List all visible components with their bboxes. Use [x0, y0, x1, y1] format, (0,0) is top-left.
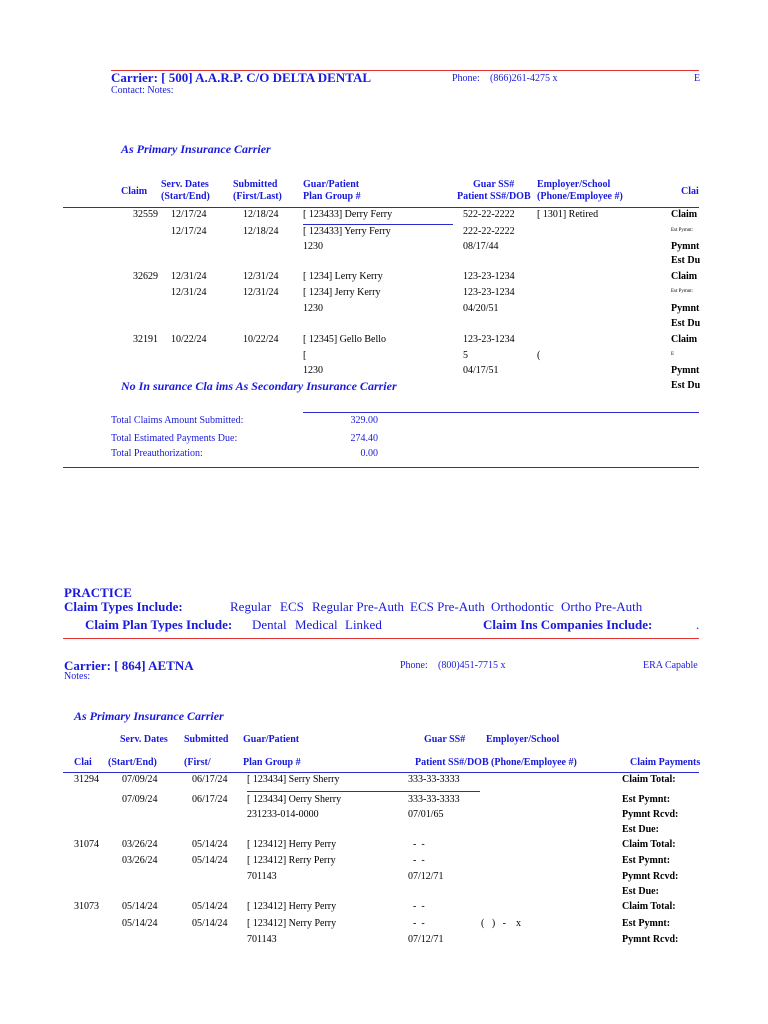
patient: [ 123433] Yerry Ferry — [303, 226, 391, 237]
guar-underline — [303, 224, 453, 225]
totals-rule — [303, 412, 699, 413]
claim-type-orthodontic: Orthodontic — [491, 599, 554, 614]
patient-dob: 07/12/71 — [408, 871, 444, 882]
serv-date: 03/26/24 — [122, 839, 158, 850]
guarantor: [ 123412] Herry Perry — [247, 901, 337, 912]
label-est-pymnt: Est Pymnt: — [671, 289, 694, 294]
label-est-pymnt: Est Pymnt: — [671, 228, 694, 233]
submitted-date: 12/18/24 — [243, 209, 279, 220]
primary-section-title: As Primary Insurance Carrier — [121, 142, 271, 156]
employer: [ 1301] Retired — [537, 209, 599, 220]
header-plan-group: Plan Group # — [303, 191, 361, 202]
plan-group: 1230 — [303, 241, 323, 252]
header-patient-ss-dob: Patient SS#/DOB — [457, 191, 531, 202]
header-patient-ss-dob: Patient SS#/DOB — [415, 757, 489, 768]
serv-date: 12/17/24 — [171, 226, 207, 237]
label-pymnt-rcvd: Pymnt Rcvd: — [622, 934, 679, 945]
header-guar-patient: Guar/Patient — [303, 179, 360, 190]
carrier-title: Carrier: [ 864] AETNA — [64, 658, 194, 673]
claim-number: 32629 — [133, 271, 158, 282]
label-est-pymnt: Est Pymnt: — [622, 855, 671, 866]
employer-phone: ( ) - x — [481, 918, 521, 929]
patient-ss: - - — [408, 918, 425, 929]
patient: [ 123434] Oerry Sherry — [247, 794, 342, 805]
header-start-end: (Start/End) — [108, 757, 157, 768]
patient-dob: 07/01/65 — [408, 809, 444, 820]
header-rule — [63, 772, 699, 773]
label-claim-total: Claim Total: — [622, 774, 676, 785]
label-claim-total: Claim — [671, 271, 698, 282]
total-est-payments-label: Total Estimated Payments Due: — [111, 433, 238, 444]
header-first-last: (First/ — [184, 757, 211, 768]
practice-title: PRACTICE — [64, 585, 132, 600]
guarantor: [ 1234] Lerry Kerry — [303, 271, 383, 282]
submitted-date: 10/22/24 — [243, 334, 279, 345]
employer: ( — [537, 350, 541, 361]
claim-number: 31073 — [74, 901, 99, 912]
total-preauth-label: Total Preauthorization: — [111, 448, 203, 459]
plan-type-linked: Linked — [345, 617, 382, 632]
plan-type-dental: Dental — [252, 617, 287, 632]
label-claim-total: Claim — [671, 209, 698, 220]
serv-date: 10/22/24 — [171, 334, 207, 345]
header-employer-school: Employer/School — [486, 734, 560, 745]
label-est-pymnt: Est Pymnt: — [622, 918, 671, 929]
label-pymnt-rcvd: Pymnt — [671, 303, 700, 314]
serv-date: 03/26/24 — [122, 855, 158, 866]
serv-date: 07/09/24 — [122, 794, 158, 805]
label-claim-total: Claim Total: — [622, 839, 676, 850]
patient-ss: - - — [408, 855, 425, 866]
patient-dob: 07/12/71 — [408, 934, 444, 945]
patient: [ 123412] Rerry Perry — [247, 855, 336, 866]
plan-types-label: Claim Plan Types Include: — [85, 617, 233, 632]
carrier-title: Carrier: [ 500] A.A.R.P. C/O DELTA DENTAL — [111, 70, 371, 85]
carrier-phone: (800)451-7715 x — [438, 660, 506, 671]
red-rule-practice — [63, 638, 699, 639]
header-rule — [63, 207, 699, 208]
total-preauth-value: 0.00 — [360, 448, 378, 459]
guar-ss: - - — [408, 901, 425, 912]
patient-dob: 04/20/51 — [463, 303, 499, 314]
submitted-date: 05/14/24 — [192, 855, 228, 866]
claim-type-regular-preauth: Regular Pre-Auth — [312, 599, 405, 614]
claim-number: 31294 — [74, 774, 99, 785]
label-pymnt-rcvd: Pymnt — [671, 241, 700, 252]
submitted-date: 05/14/24 — [192, 901, 228, 912]
claim-types-label: Claim Types Include: — [64, 599, 183, 614]
label-est-due: Est Due: — [622, 824, 659, 835]
plan-group: 1230 — [303, 303, 323, 314]
plan-type-medical: Medical — [295, 617, 338, 632]
serv-date: 07/09/24 — [122, 774, 158, 785]
patient-dob: 08/17/44 — [463, 241, 499, 252]
submitted-date: 06/17/24 — [192, 794, 228, 805]
submitted-date: 05/14/24 — [192, 918, 228, 929]
header-claim: Claim — [121, 186, 148, 197]
carrier-notes: Notes: — [64, 671, 91, 682]
claim-type-ecs: ECS — [280, 599, 304, 614]
total-claims-label: Total Claims Amount Submitted: — [111, 415, 244, 426]
guar-ss: - - — [408, 839, 425, 850]
submitted-date: 12/18/24 — [243, 226, 279, 237]
header-guar-patient: Guar/Patient — [243, 734, 300, 745]
patient-ss: 5 — [463, 350, 468, 361]
claim-type-ecs-preauth: ECS Pre-Auth — [410, 599, 485, 614]
serv-date: 12/17/24 — [171, 209, 207, 220]
submitted-date: 05/14/24 — [192, 839, 228, 850]
guar-ss: 123-23-1234 — [463, 334, 515, 345]
secondary-section-title: No In surance Cla ims As Secondary Insurance Carrier — [121, 379, 397, 393]
header-submitted: Submitted — [184, 734, 229, 745]
section-end-rule — [63, 467, 699, 468]
claim-number: 31074 — [74, 839, 99, 850]
serv-date: 12/31/24 — [171, 287, 207, 298]
guarantor: [ 12345] Gello Bello — [303, 334, 387, 345]
label-claim-total: Claim — [671, 334, 698, 345]
header-guar-ss: Guar SS# — [473, 179, 515, 190]
header-serv-dates: Serv. Dates — [120, 734, 168, 745]
total-est-payments-value: 274.40 — [350, 433, 378, 444]
carrier-phone-label: Phone: — [452, 73, 480, 84]
claim-number: 32559 — [133, 209, 158, 220]
header-first-last: (First/Last) — [233, 191, 282, 202]
guar-ss: 123-23-1234 — [463, 271, 515, 282]
guarantor: [ 123433] Derry Ferry — [303, 209, 393, 220]
patient-ss: 123-23-1234 — [463, 287, 515, 298]
label-est-pymnt: Est Pymnt: — [622, 794, 671, 805]
header-claim: Clai — [74, 757, 92, 768]
patient: [ 123412] Nerry Perry — [247, 918, 337, 929]
patient-dob: 04/17/51 — [463, 365, 499, 376]
claim-type-ortho-preauth: Ortho Pre-Auth — [561, 599, 643, 614]
label-pymnt-rcvd: Pymnt Rcvd: — [622, 809, 679, 820]
claim-number: 32191 — [133, 334, 158, 345]
header-claim-payments: Clai — [681, 186, 699, 197]
patient-ss: 222-22-2222 — [463, 226, 515, 237]
patient: [ 1234] Jerry Kerry — [303, 287, 381, 298]
header-plan-group: Plan Group # — [243, 757, 301, 768]
carrier-contact: Contact: Notes: — [111, 85, 174, 96]
plan-group: 1230 — [303, 365, 323, 376]
header-start-end: (Start/End) — [161, 191, 210, 202]
primary-section-title: As Primary Insurance Carrier — [74, 709, 224, 723]
guarantor: [ 123434] Serry Sherry — [247, 774, 340, 785]
header-phone-employee: (Phone/Employee #) — [537, 191, 623, 202]
guar-ss: 522-22-2222 — [463, 209, 515, 220]
ins-companies-fragment: . — [696, 617, 700, 632]
serv-date: 05/14/24 — [122, 901, 158, 912]
label-pymnt-rcvd: Pymnt Rcvd: — [622, 871, 679, 882]
label-est-due: Est Du — [671, 318, 701, 329]
guar-underline — [247, 791, 480, 792]
claim-type-regular: Regular — [230, 599, 272, 614]
header-phone-employee: (Phone/Employee #) — [491, 757, 577, 768]
label-pymnt-rcvd: Pymnt — [671, 365, 700, 376]
header-serv-dates: Serv. Dates — [161, 179, 209, 190]
total-claims-value: 329.00 — [350, 415, 378, 426]
serv-date: 12/31/24 — [171, 271, 207, 282]
plan-group: 231233-014-0000 — [247, 809, 319, 820]
header-submitted: Submitted — [233, 179, 278, 190]
submitted-date: 12/31/24 — [243, 287, 279, 298]
serv-date: 05/14/24 — [122, 918, 158, 929]
submitted-date: 06/17/24 — [192, 774, 228, 785]
guarantor: [ 123412] Herry Perry — [247, 839, 337, 850]
header-employer-school: Employer/School — [537, 179, 611, 190]
era-capable: ERA Capable — [643, 660, 698, 671]
label-est-pymnt: E — [671, 352, 675, 357]
patient: [ — [303, 350, 307, 361]
submitted-date: 12/31/24 — [243, 271, 279, 282]
plan-group: 701143 — [247, 934, 277, 945]
ins-companies-label: Claim Ins Companies Include: — [483, 617, 653, 632]
carrier-phone-label: Phone: — [400, 660, 428, 671]
header-guar-ss: Guar SS# — [424, 734, 466, 745]
label-est-due: Est Due: — [622, 886, 659, 897]
label-claim-total: Claim Total: — [622, 901, 676, 912]
plan-group: 701143 — [247, 871, 277, 882]
era-fragment: E — [694, 73, 701, 84]
header-claim-payments: Claim Payments — [630, 757, 701, 768]
label-est-due: Est Du — [671, 255, 701, 266]
label-est-due: Est Du — [671, 380, 701, 391]
guar-ss: 333-33-3333 — [408, 774, 460, 785]
patient-ss: 333-33-3333 — [408, 794, 460, 805]
carrier-phone: (866)261-4275 x — [490, 73, 558, 84]
